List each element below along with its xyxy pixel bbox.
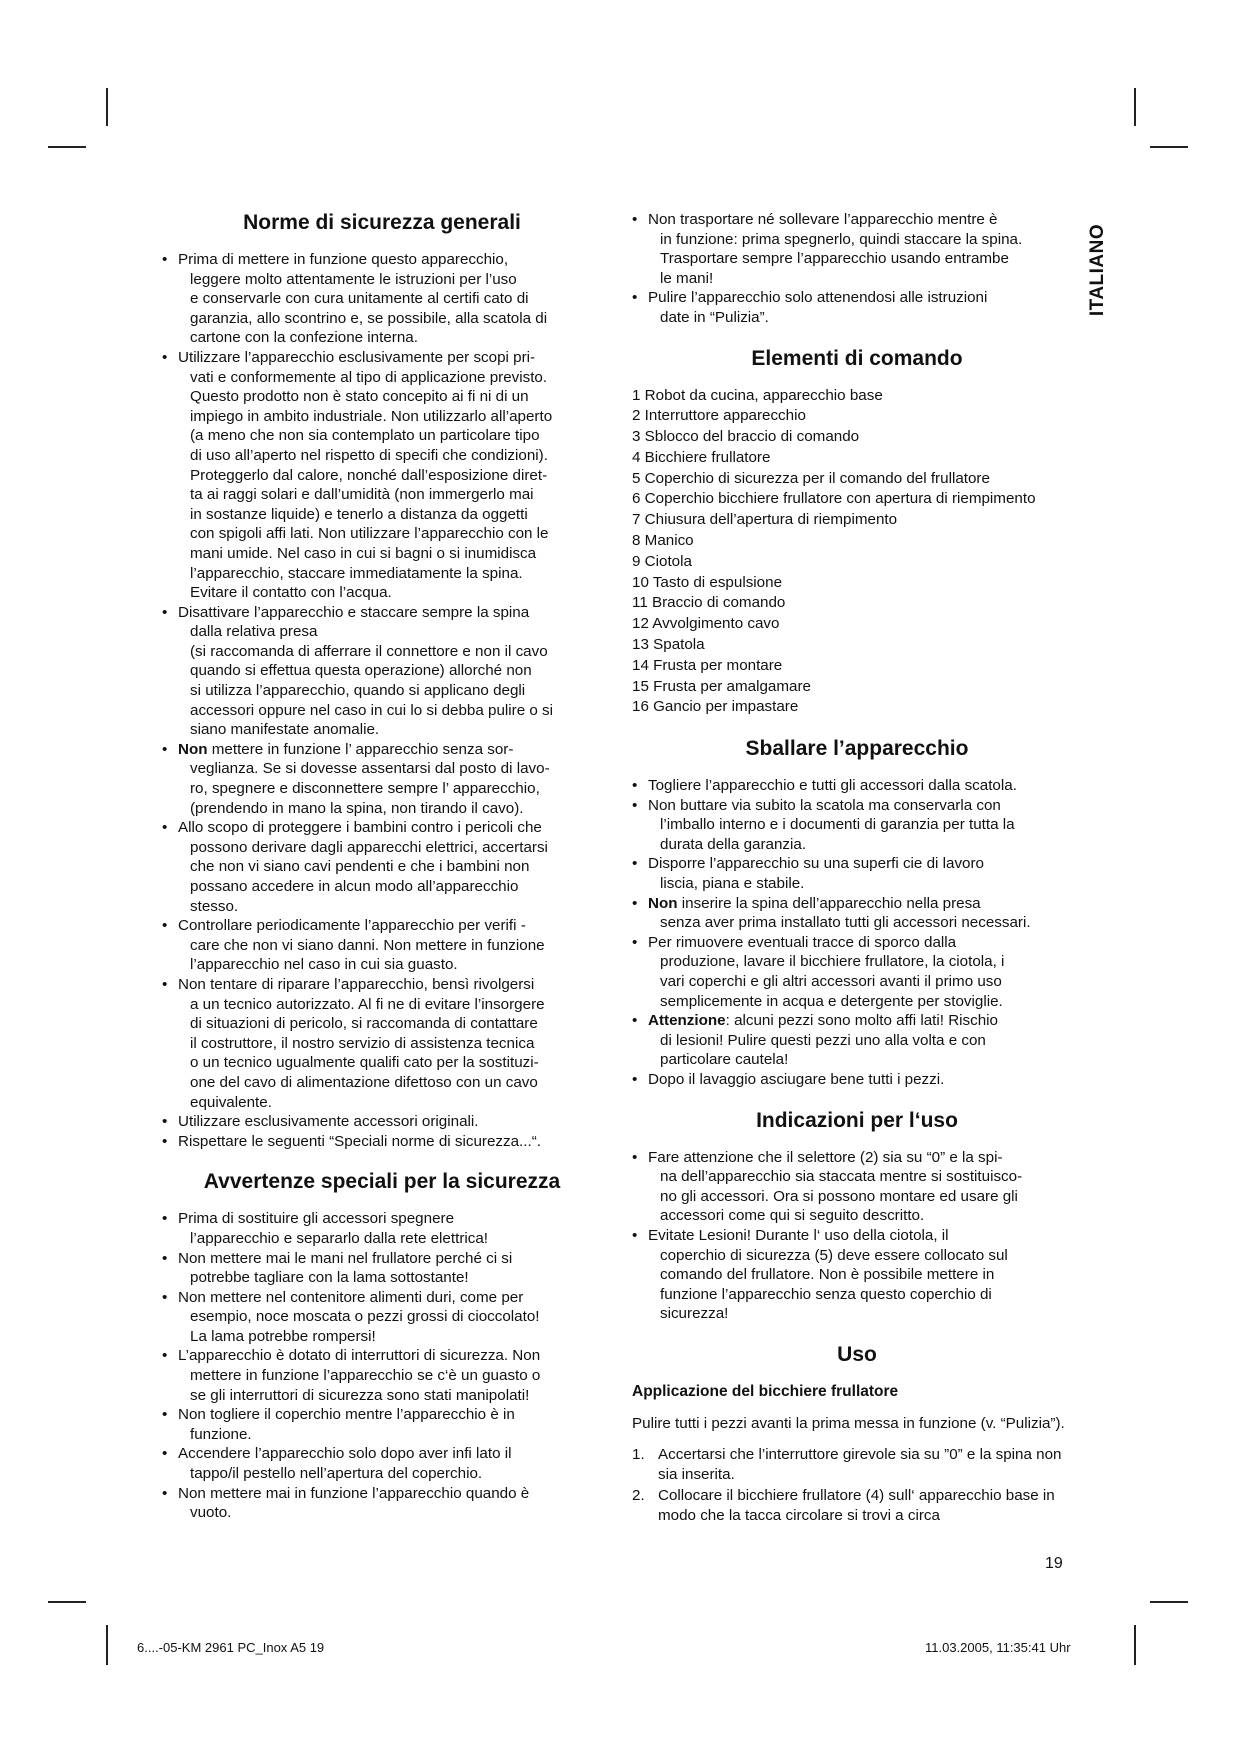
unpack-item-line: l’imballo interno e i documenti di garanzia per tutta la [660,816,1015,834]
usage-item [632,1226,1082,1324]
unpack-item-line: • Togliere l’apparecchio e tutti gli accessori dalla scatola. [648,777,1017,795]
special-item-line: • Non mettere mai in funzione l’apparecchio quando è [178,1484,530,1502]
control-item: 15 Frusta per amalgamare [632,677,811,695]
special-item-line: mettere in funzione l’apparecchio se c‘è un guasto o [190,1367,541,1385]
top-item [632,210,1082,288]
special-item-line: • Non mettere nel contenitore alimenti duri, come per [178,1288,524,1306]
usage-item-line: coperchio di sicurezza (5) deve essere collocato sul [660,1246,1008,1264]
control-item: 6 Coperchio bicchiere frullatore con apertura di riempimento [632,490,1036,508]
control-item: 12 Avvolgimento cavo [632,615,780,633]
special-item-line: funzione. [190,1425,252,1443]
unpack-item [632,776,1082,796]
control-item: 13 Spatola [632,635,705,653]
unpack-item-line: di lesioni! Pulire questi pezzi uno alla volta e con [660,1031,986,1049]
special-item-line: vuoto. [190,1504,232,1522]
special-item-line: • Non mettere mai le mani nel frullatore perché ci si [178,1249,513,1267]
safety-item-line: si utilizza l’apparecchio, quando si applicano degli [190,682,526,700]
safety-item-line: cartone con la confezione interna. [190,329,418,347]
usage-item-line: • Fare attenzione che il selettore (2) sia su “0” e la spi- [648,1148,1003,1166]
safety-item-line: a un tecnico autorizzato. Al fi ne di evitare l’insorgere [190,995,545,1013]
control-item: 10 Tasto di espulsione [632,573,783,591]
special-item-line: • L’apparecchio è dotato di interruttori di sicurezza. Non [178,1347,541,1365]
safety-item-line: di situazioni di pericolo, si raccomanda di contattare [190,1015,538,1033]
safety-item-line: accessori oppure nel caso in cui lo si debba pulire o si [190,701,554,719]
safety-item-line: (a meno che non sia contemplato un particolare tipo [190,427,540,445]
safety-item [162,250,602,348]
usage-heading: Indicazioni per l‘uso [756,1108,958,1132]
unpack-item-line: semplicemente in acqua e detergente per stoviglie. [660,992,1003,1010]
top-item-line: in funzione: prima spegnerlo, quindi staccare la spina. [660,230,1023,248]
unpack-item-line: • Disporre l’apparecchio su una superfi cie di lavoro [648,855,984,873]
controls-list [632,386,1082,717]
emphasis: Non [178,740,208,758]
crop-mark [48,146,86,148]
safety-item-line: che non vi siano cavi pendenti e che i bambini non [190,858,530,876]
usage-item-line: • Evitate Lesioni! Durante l‘ uso della ciotola, il [648,1226,949,1244]
usage-item-line: comando del frullatore. Non è possibile mettere in [660,1266,995,1284]
safety-item-line: mani umide. Nel caso in cui si bagni o si inumidisca [190,544,537,562]
unpack-heading: Sballare l’apparecchio [745,737,969,761]
blender-intro: Pulire tutti i pezzi avanti la prima messa in funzione (v. “Pulizia”). [632,1414,1065,1432]
safety-item-line: quando si effettua questa operazione) allorché non [190,662,532,680]
usage-item-line: na dell’apparecchio sia staccata mentre si sostituisco- [660,1168,1023,1186]
safety-item [162,975,602,1112]
unpack-item-line: senza aver prima installato tutti gli accessori necessari. [660,914,1031,932]
emphasis: Non [648,894,678,912]
special-safety-list [162,1209,602,1523]
special-item-line: se gli interruttori di sicurezza sono stati manipolati! [190,1386,530,1404]
language-label: ITALIANO [1087,223,1108,317]
top-item [632,288,1082,327]
special-item [162,1444,602,1483]
control-item: 4 Bicchiere frullatore [632,448,771,466]
unpack-item-line: • Dopo il lavaggio asciugare bene tutti i pezzi. [648,1070,945,1088]
step-number: 1. [632,1446,645,1464]
special-item-line: tappo/il pestello nell’apertura del coperchio. [190,1465,483,1483]
special-item [162,1346,602,1405]
unpack-item-line: particolare cautela! [660,1051,789,1069]
top-item-line: • Non trasportare né sollevare l’apparecchio mentre è [648,211,998,228]
controls-heading: Elementi di comando [751,346,963,370]
safety-item-line: vati e conformemente al tipo di applicazione previsto. [190,368,548,386]
control-item: 8 Manico [632,532,694,550]
safety-item-line: o un tecnico ugualmente qualifi cato per la sostituzi- [190,1054,539,1072]
safety-item-line: • Non tentare di riparare l’apparecchio, bensì rivolgersi [178,975,535,993]
safety-item-line: ro, spegnere e disconnettere sempre l’ apparecchio, [190,780,540,798]
control-item: 7 Chiusura dell’apertura di riempimento [632,511,898,529]
unpack-item-line: liscia, piana e stabile. [660,875,805,893]
safety-item-line: ta ai raggi solari e dall’umidità (non immergerlo mai [190,486,534,504]
usage-item-line: accessori come qui si seguito descritto. [660,1207,925,1225]
safety-item-line: stesso. [190,897,239,915]
special-item-line: • Non togliere il coperchio mentre l’apparecchio è in [178,1406,515,1424]
usage-item-line: no gli accessori. Ora si possono montare ed usare gli [660,1187,1018,1205]
uso-heading: Uso [837,1342,877,1366]
special-item-line: • Accendere l’apparecchio solo dopo aver infi lato il [178,1445,512,1463]
safety-item-line: (si raccomanda di afferrare il connettore e non il cavo [190,642,548,660]
page-number: 19 [1045,1555,1063,1572]
unpack-item-line: • Attenzione: alcuni pezzi sono molto affi lati! Rischio [648,1012,999,1030]
safety-item [162,348,602,603]
control-item: 9 Ciotola [632,552,692,570]
top-item-line: date in “Pulizia”. [660,308,769,326]
unpack-item-line: vari coperchi e gli altri accessori avanti il primo uso [660,973,1002,990]
safety-item-line: equivalente. [190,1093,272,1111]
safety-item [162,740,602,818]
unpack-item [632,933,1082,1011]
crop-mark [48,1601,86,1603]
special-item [162,1405,602,1444]
safety-item-line: il costruttore, il nostro servizio di assistenza tecnica [190,1034,535,1052]
safety-item-line: l’apparecchio, staccare immediatamente la spina. [190,564,523,582]
special-item [162,1209,602,1248]
safety-item-line: • Controllare periodicamente l’apparecchio per verifi - [178,917,526,935]
crop-mark [1134,88,1136,126]
left-column [162,210,602,1523]
unpack-item [632,796,1082,855]
safety-item-line: l’apparecchio nel caso in cui sia guasto. [190,956,458,974]
usage-item-line: funzione l’apparecchio senza questo coperchio di [660,1285,992,1303]
safety-item [162,916,602,975]
safety-item-line: leggere molto attentamente le istruzioni per l’uso [190,270,517,288]
unpack-list [632,776,1082,1090]
crop-mark [1150,146,1188,148]
special-item-line: La lama potrebbe rompersi! [190,1327,376,1345]
crop-mark [106,1625,108,1665]
safety-item-line: • Allo scopo di proteggere i bambini contro i pericoli che [178,819,542,837]
unpack-item-line: produzione, lavare il bicchiere frullatore, la ciotola, i [660,953,1005,971]
special-item-line: • Prima di sostituire gli accessori spegnere [178,1210,455,1228]
step-text: Accertarsi che l’interruttore girevole sia su ”0” e la spina non sia inserita. [658,1446,1062,1483]
safety-item-line: • Disattivare l’apparecchio e staccare sempre la spina [178,603,530,621]
special-item-line: potrebbe tagliare con la lama sottostante! [190,1269,469,1287]
special-item [162,1484,602,1523]
step-text: Collocare il bicchiere frullatore (4) sull‘ apparecchio base in modo che la tacca circolare si trovi a circa [658,1487,1055,1524]
safety-item-line: Questo prodotto non è stato concepito ai fi ni di un [190,388,529,406]
safety-item [162,1112,602,1132]
top-item-line: • Pulire l’apparecchio solo attenendosi alle istruzioni [648,289,988,307]
safety-item-line: Proteggerlo dal calore, nonché dall’esposizione diret- [190,466,548,484]
control-item: 16 Gancio per impastare [632,698,799,716]
special-safety-heading: Avvertenze speciali per la sicurezza [203,1170,561,1194]
special-item [162,1249,602,1288]
crop-mark [1134,1625,1136,1665]
safety-item [162,818,602,916]
unpack-item-line: • Non buttare via subito la scatola ma conservarla con [648,796,1001,814]
safety-item-line: dalla relativa presa [190,623,318,641]
safety-item-line: e conservarle con cura unitamente al certifi cato di [190,290,529,308]
safety-item-line: one del cavo di alimentazione difettoso con un cavo [190,1073,538,1091]
usage-item-line: sicurezza! [660,1305,729,1323]
steps-list [632,1445,1082,1525]
unpack-item [632,1070,1082,1090]
control-item: 14 Frusta per montare [632,656,783,674]
safety-item-line: • Non mettere in funzione l’ apparecchio senza sor- [178,740,514,758]
step-item [632,1445,1082,1484]
safety-item [162,603,602,740]
step-number: 2. [632,1487,645,1505]
top-item-line: le mani! [660,269,714,287]
emphasis: Attenzione [648,1012,726,1030]
unpack-item-line: durata della garanzia. [660,835,807,853]
safety-item-line: • Utilizzare l’apparecchio esclusivamente per scopi pri- [178,348,536,366]
safety-item-line: possano accedere in alcun modo all’apparecchio [190,878,519,895]
safety-item-line: possono derivare dagli apparecchi elettrici, accertarsi [190,838,548,856]
safety-item [162,1132,602,1152]
safety-item-line: care che non vi siano danni. Non mettere in funzione [190,936,545,954]
safety-item-line: con spigoli affi lati. Non utilizzare l’apparecchio con le [190,525,549,543]
safety-item-line: Evitare il contatto con l’acqua. [190,584,392,602]
special-item-line: l’apparecchio e separarlo dalla rete elettrica! [190,1229,489,1247]
top-safety-list [632,210,1082,328]
control-item: 1 Robot da cucina, apparecchio base [632,386,883,404]
footer-file: 6....-05-KM 2961 PC_Inox A5 19 [137,1640,325,1655]
control-item: 2 Interruttore apparecchio [632,407,806,425]
safety-item-line: • Rispettare le seguenti “Speciali norme di sicurezza...“. [178,1132,541,1150]
safety-heading: Norme di sicurezza generali [243,211,521,234]
crop-mark [1150,1601,1188,1603]
blender-subheading: Applicazione del bicchiere frullatore [632,1382,899,1400]
usage-list [632,1148,1082,1324]
unpack-item-line: • Non inserire la spina dell’apparecchio nella presa [648,894,981,912]
safety-item-line: in sostanze liquide) e tenerlo a distanza da oggetti [190,505,528,523]
special-item-line: esempio, noce moscata o pezzi grossi di cioccolato! [190,1308,540,1326]
footer-date: 11.03.2005, 11:35:41 Uhr [925,1640,1071,1655]
safety-item-line: • Utilizzare esclusivamente accessori originali. [178,1113,479,1131]
special-item [162,1288,602,1347]
safety-item-line: di uso all’aperto nel rispetto di specifi che condizioni). [190,446,548,464]
step-item [632,1486,1082,1525]
usage-item [632,1148,1082,1226]
safety-item-line: garanzia, allo scontrino e, se possibile, alla scatola di [190,309,548,327]
language-tab [1083,215,1113,325]
safety-item-line: • Prima di mettere in funzione questo apparecchio, [178,251,509,268]
safety-list [162,250,602,1151]
right-column [632,210,1082,1527]
safety-item-line: (prendendo in mano la spina, non tirando il cavo). [190,799,524,817]
safety-item-line: impiego in ambito industriale. Non utilizzarlo all’aperto [190,407,553,425]
safety-item-line: siano manifestate anomalie. [190,721,380,739]
safety-item-line: veglianza. Se si dovesse assentarsi dal posto di lavo- [190,760,550,778]
crop-mark [106,88,108,126]
unpack-item [632,854,1082,893]
control-item: 11 Braccio di comando [632,594,786,612]
control-item: 3 Sblocco del braccio di comando [632,428,860,446]
unpack-item-line: • Per rimuovere eventuali tracce di sporco dalla [648,933,957,951]
unpack-item [632,894,1082,933]
top-item-line: Trasportare sempre l’apparecchio usando entrambe [660,250,1009,268]
unpack-item [632,1011,1082,1070]
control-item: 5 Coperchio di sicurezza per il comando del frullatore [632,469,990,487]
